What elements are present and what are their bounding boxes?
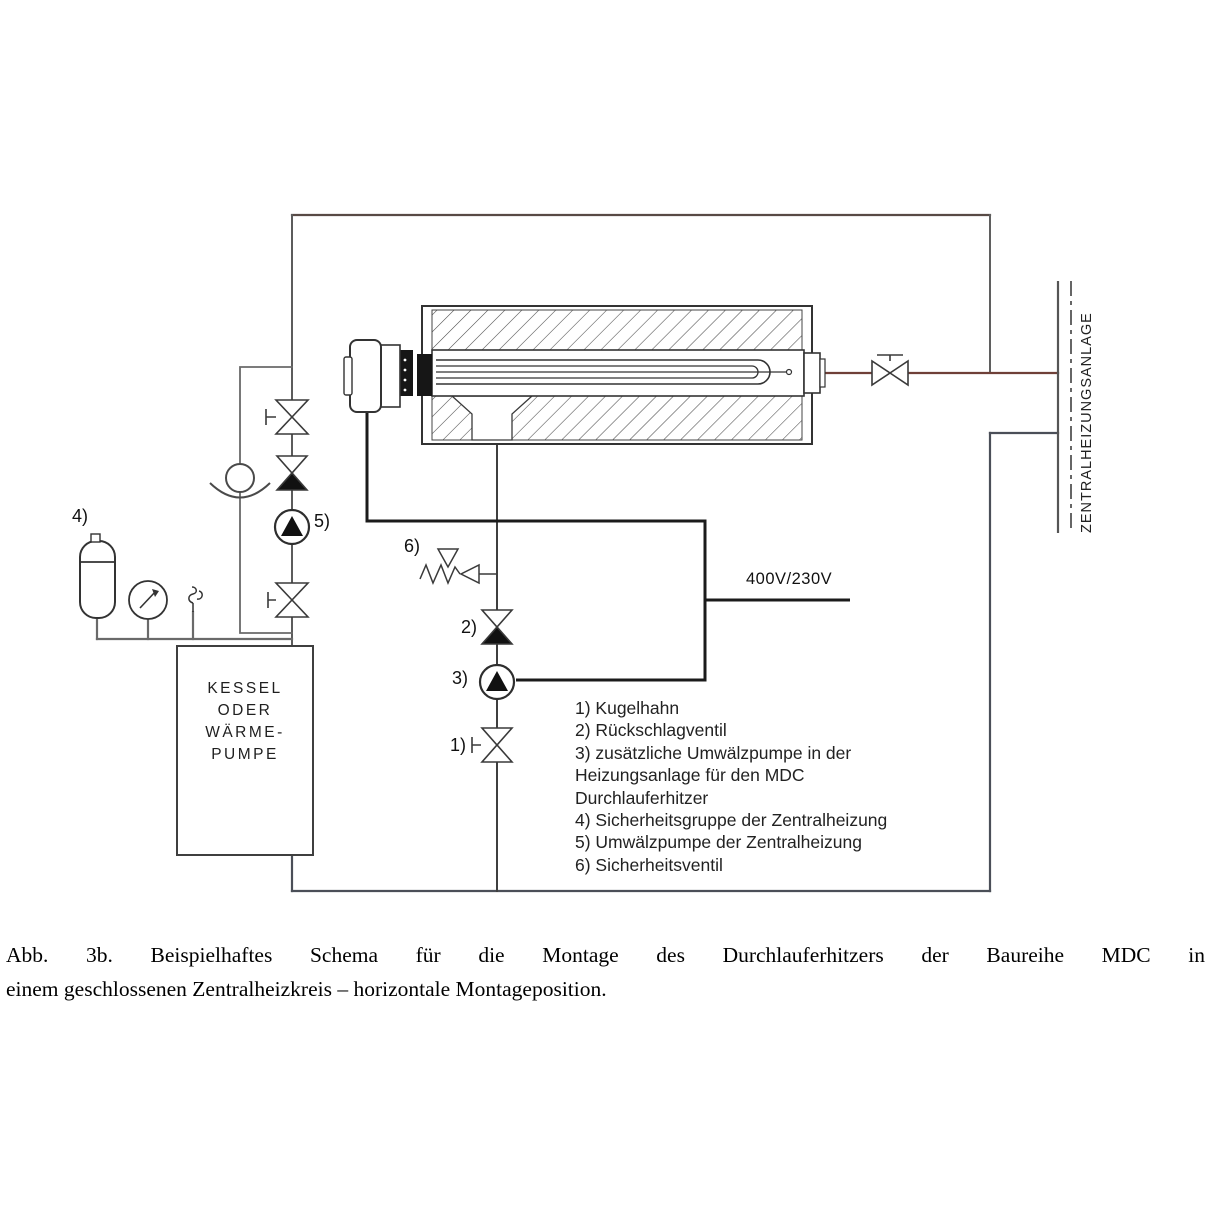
check-valve-2-icon (482, 610, 512, 644)
head-latch (344, 357, 352, 395)
check-valve-left (277, 456, 307, 490)
central-heating-system-label: ZENTRALHEIZUNGSANLAGE (1079, 312, 1095, 533)
boiler-label-line: ODER (217, 702, 273, 719)
insulation-hatch-top (432, 310, 802, 350)
pump-3-icon (480, 665, 514, 699)
legend-line: Heizungsanlage für den MDC (575, 765, 805, 786)
marker-4: 4) (72, 506, 89, 526)
legend-line: 1) Kugelhahn (575, 698, 680, 718)
element-flange-insert (417, 354, 432, 396)
electrical-lines (367, 411, 850, 680)
marker-1: 1) (450, 735, 467, 755)
boiler-label-line: PUMPE (211, 746, 279, 763)
heat-trap-icon (210, 464, 270, 498)
legend-line: 4) Sicherheitsgruppe der Zentralheizung (575, 810, 888, 831)
safety-valve-6-icon (420, 549, 497, 583)
ball-valve-1-icon (472, 728, 512, 762)
legend-line: Durchlauferhitzer (575, 787, 709, 808)
head-neck (380, 345, 400, 407)
legend-line: 6) Sicherheitsventil (575, 854, 723, 875)
heater-tube (432, 350, 804, 396)
legend-line: 2) Rückschlagventil (575, 720, 727, 741)
outlet-boss (804, 353, 820, 393)
supply-ball-valve-icon (872, 355, 908, 385)
expansion-vessel-icon (80, 534, 115, 618)
ball-valve-lower-left (268, 583, 308, 617)
marker-5: 5) (314, 511, 331, 531)
marker-3: 3) (452, 668, 469, 688)
boiler-label-line: KESSEL (207, 680, 283, 697)
connection-head-cover (350, 340, 381, 412)
figure-caption (6, 938, 1205, 1006)
legend-line: 5) Umwälzpumpe der Zentralheizung (575, 832, 862, 853)
ball-valve-upper-left (266, 400, 308, 434)
voltage-label: 400V/230V (746, 570, 833, 588)
legend-block (575, 697, 945, 876)
central-heating-boundary (1058, 281, 1071, 533)
boiler-label-line: WÄRME- (205, 724, 285, 741)
marker-2: 2) (461, 617, 478, 637)
legend-line: 3) zusätzliche Umwälzpumpe in der (575, 742, 852, 763)
pressure-gauge-icon (129, 581, 167, 619)
pump-5-icon (275, 510, 309, 544)
caption-line-2: einem geschlossenen Zentralheizkreis – horizontale Montageposition. (6, 977, 607, 1001)
boiler-label (177, 678, 313, 766)
marker-6: 6) (404, 536, 421, 556)
caption-line-1: Abb. 3b. Beispielhaftes Schema für die Montage des Durchlauferhitzers der Baureihe MDC in (6, 943, 1205, 967)
safety-group-collector (97, 612, 292, 639)
heater-assembly (344, 306, 825, 444)
drain-vent-icon (189, 587, 202, 612)
